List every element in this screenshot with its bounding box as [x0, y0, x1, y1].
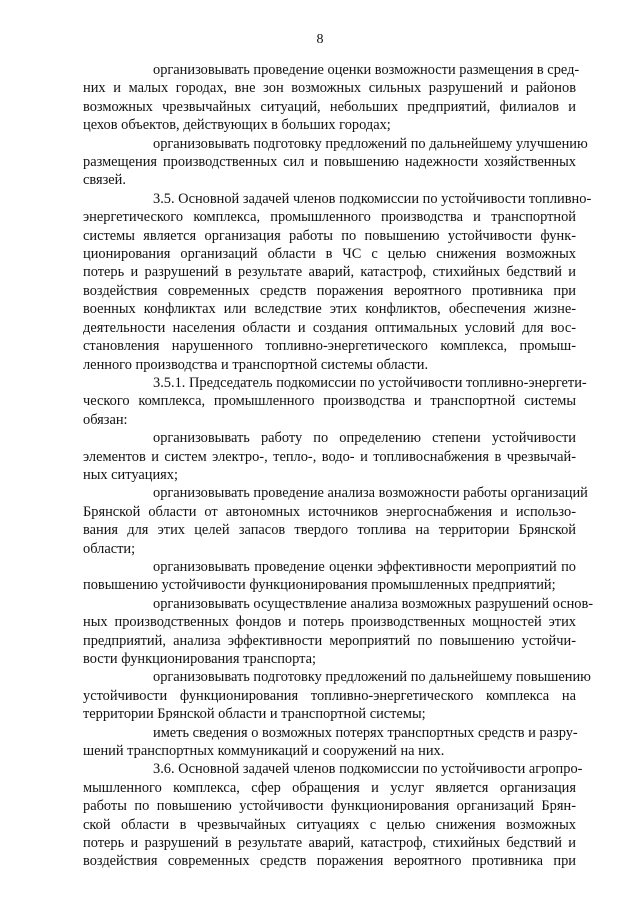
text-line: ных ситуациях;: [83, 466, 178, 483]
text-line: обязан:: [83, 411, 128, 428]
text-line: организовывать подготовку предложений по дальнейшему улучшению: [153, 135, 588, 152]
text-line: деятельности населения области и создания оптимальных условий для вос-: [83, 319, 576, 336]
text-line: элементов и систем электро-, тепло-, водо- и топливоснабжения в чрезвычай-: [83, 448, 576, 465]
text-line: шений транспортных коммуникаций и сооружений на них.: [83, 743, 445, 760]
text-line: области;: [83, 540, 136, 557]
text-line: ных производственных фондов и потерь производственных мощностей этих: [83, 614, 576, 631]
text-line: воздействия современных средств поражения вероятного противника при: [83, 853, 576, 870]
paragraph: [83, 724, 576, 761]
text-line: цехов объектов, действующих в больших городах;: [83, 117, 391, 134]
text-line: становления нарушенного топливно-энергетического комплекса, промыш-: [83, 338, 576, 355]
paragraph: [83, 374, 587, 429]
text-line: организовывать проведение анализа возможности работы организаций: [153, 485, 588, 502]
paragraph: [83, 760, 583, 870]
text-line: 3.6. Основной задачей членов подкомиссии по устойчивости агропро-: [153, 761, 583, 778]
text-line: устойчивости функционирования топливно-энергетического комплекса на: [83, 687, 576, 704]
paragraph: [83, 668, 591, 723]
paragraph: [83, 61, 580, 135]
text-line: Брянской области от автономных источников энергоснабжения и использо-: [83, 503, 576, 520]
text-line: организовывать проведение оценки эффективности мероприятий по: [153, 558, 576, 575]
paragraph: [83, 558, 576, 595]
text-line: территории Брянской области и транспортной системы;: [83, 706, 426, 723]
text-line: предприятий, анализа эффективности мероприятий по повышению устойчи-: [83, 632, 576, 649]
text-line: воздействия современных средств поражения вероятного противника при: [83, 282, 576, 299]
text-line: работы по повышению устойчивости функционирования организаций Брян-: [83, 798, 576, 815]
page-number: 8: [316, 32, 324, 47]
text-line: ческого комплекса, промышленного производства и транспортной системы: [83, 393, 576, 410]
text-line: размещения производственных сил и повышению надежности хозяйственных: [83, 154, 576, 171]
paragraph: [83, 190, 592, 374]
text-line: 3.5.1. Председатель подкомиссии по устойчивости топливно-энергети-: [153, 374, 587, 391]
text-line: организовывать осуществление анализа возможных разрушений основ-: [153, 595, 594, 612]
text-line: организовывать проведение оценки возможности размещения в сред-: [153, 62, 580, 78]
text-line: потерь и разрушений в результате аварий, катастроф, стихийных бедствий и: [83, 264, 576, 281]
text-line: организовывать работу по определению степени устойчивости: [153, 430, 576, 447]
text-line: системы является организация работы по повышению устойчивости функ-: [83, 227, 576, 244]
paragraph: [83, 484, 588, 558]
text-line: мышленного комплекса, сфер обращения и услуг является организация: [83, 779, 576, 796]
text-line: иметь сведения о возможных потерях транспортных средств и разру-: [153, 724, 578, 741]
paragraph: [83, 135, 588, 190]
text-line: связей.: [83, 172, 126, 189]
paragraph: [83, 595, 594, 669]
text-line: ской области в чрезвычайных ситуациях с целью снижения возможных: [83, 816, 576, 833]
text-line: возможных чрезвычайных ситуаций, небольших предприятий, филиалов и: [83, 98, 576, 115]
text-line: них и малых городах, вне зон возможных сильных разрушений и районов: [83, 80, 576, 97]
text-line: военных конфликтах или вследствие этих конфликтов, обеспечения жизне-: [83, 301, 576, 318]
document-body: [83, 61, 594, 871]
text-line: вания для этих целей запасов твердого топлива на территории Брянской: [83, 522, 576, 539]
text-line: потерь и разрушений в результате аварий, катастроф, стихийных бедствий и: [83, 835, 576, 852]
text-line: ленного производства и транспортной системы области.: [83, 356, 429, 373]
text-line: энергетического комплекса, промышленного производства и транспортной: [83, 209, 576, 226]
text-line: 3.5. Основной задачей членов подкомиссии по устойчивости топливно-: [153, 190, 592, 207]
text-line: организовывать подготовку предложений по дальнейшему повышению: [153, 669, 591, 686]
text-line: ционирования организаций области в ЧС с целью снижения возможных: [83, 246, 576, 263]
paragraph: [83, 429, 576, 484]
text-line: повышению устойчивости функционирования промышленных предприятий;: [83, 577, 556, 594]
text-line: вости функционирования транспорта;: [83, 651, 316, 667]
